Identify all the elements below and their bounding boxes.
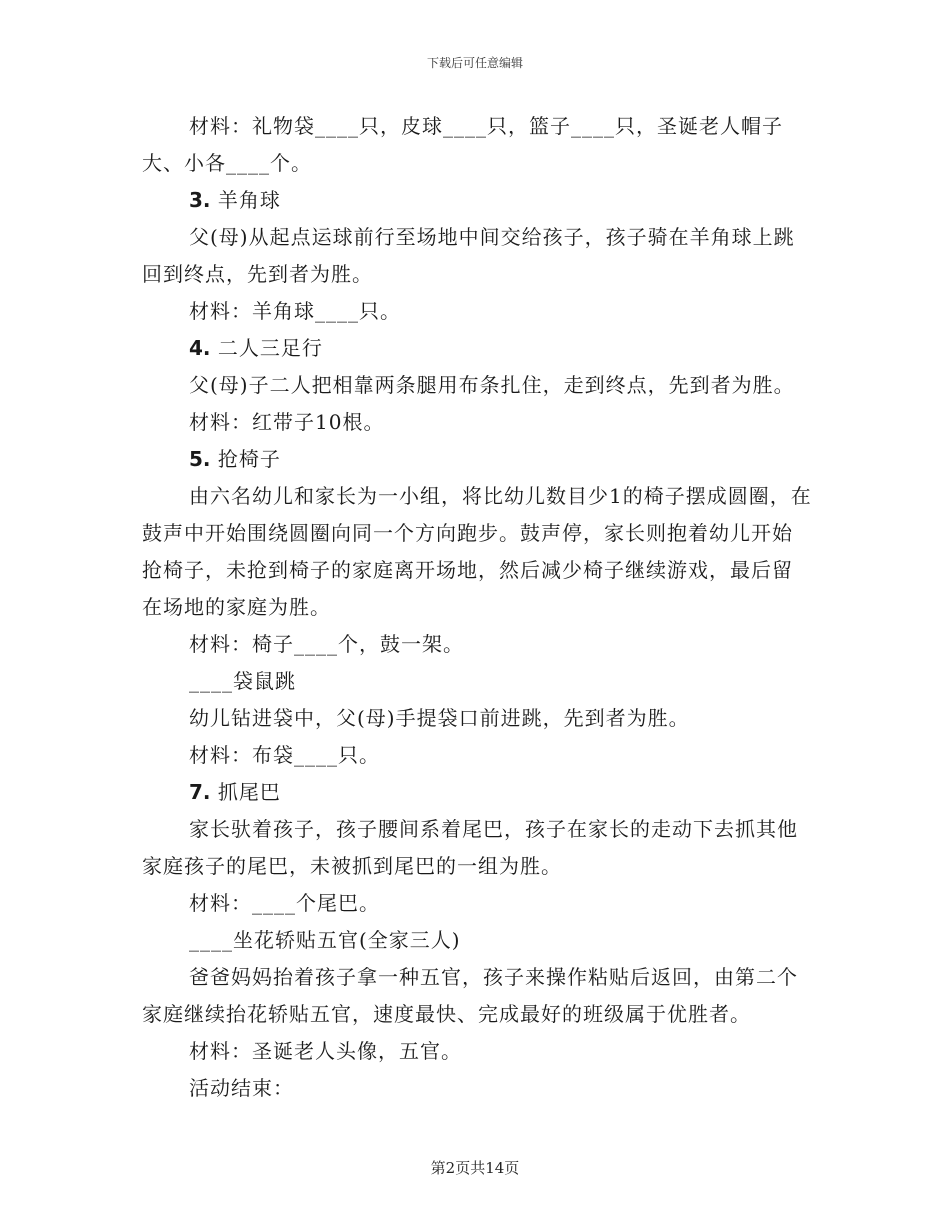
paragraph-sedan-face-desc: 爸爸妈妈抬着孩子拿一种五官，孩子来操作粘贴后返回，由第二个家庭继续抬花轿贴五官，速度最快、完成最好的班级属于优胜者。 (142, 965, 798, 1026)
document-body (142, 108, 812, 1107)
paragraph-musical-chairs-materials: 材料：椅子____个，鼓一架。 (189, 632, 464, 656)
heading-three-legged: 4. 二人三足行 (189, 336, 323, 360)
heading-sedan-face: ____坐花轿贴五官(全家三人) (189, 928, 461, 952)
paragraph-three-legged-desc: 父(母)子二人把相靠两条腿用布条扎住，走到终点，先到者为胜。 (189, 373, 795, 397)
page-header: 下载后可任意编辑 (426, 56, 523, 70)
paragraph-three-legged-materials: 材料：红带子10根。 (189, 410, 385, 434)
paragraph-ram-ball-materials: 材料：羊角球____只。 (189, 299, 401, 323)
paragraph-kangaroo-jump-materials: 材料：布袋____只。 (189, 743, 380, 767)
paragraph-catch-tail-materials: 材料：____个尾巴。 (189, 891, 380, 915)
page-footer: 第2页共14页 (430, 1159, 520, 1177)
paragraph-sedan-face-materials: 材料：圣诞老人头像，五官。 (189, 1039, 462, 1063)
paragraph-musical-chairs-desc: 由六名幼儿和家长为一小组，将比幼儿数目少1的椅子摆成圆圈，在鼓声中开始围绕圆圈向同一个方向跑步。鼓声停，家长则抱着幼儿开始抢椅子，未抢到椅子的家庭离开场地，然后减少椅子继续游戏，最后留在场地的家庭为胜。 (142, 484, 812, 619)
paragraph-ram-ball-desc: 父(母)从起点运球前行至场地中间交给孩子，孩子骑在羊角球上跳回到终点，先到者为胜。 (142, 225, 795, 286)
paragraph-kangaroo-jump-desc: 幼儿钻进袋中，父(母)手提袋口前进跳，先到者为胜。 (189, 706, 690, 730)
heading-musical-chairs: 5. 抢椅子 (189, 447, 281, 471)
heading-kangaroo-jump: ____袋鼠跳 (189, 669, 296, 693)
paragraph-activity-end: 活动结束： (189, 1076, 294, 1100)
paragraph-catch-tail-desc: 家长驮着孩子，孩子腰间系着尾巴，孩子在家长的走动下去抓其他家庭孩子的尾巴，未被抓到尾巴的一组为胜。 (142, 817, 798, 878)
paragraph-materials-gift: 材料：礼物袋____只，皮球____只，篮子____只，圣诞老人帽子大、小各____个。 (142, 114, 783, 175)
heading-ram-ball: 3. 羊角球 (189, 188, 281, 212)
heading-catch-tail: 7. 抓尾巴 (189, 780, 281, 804)
